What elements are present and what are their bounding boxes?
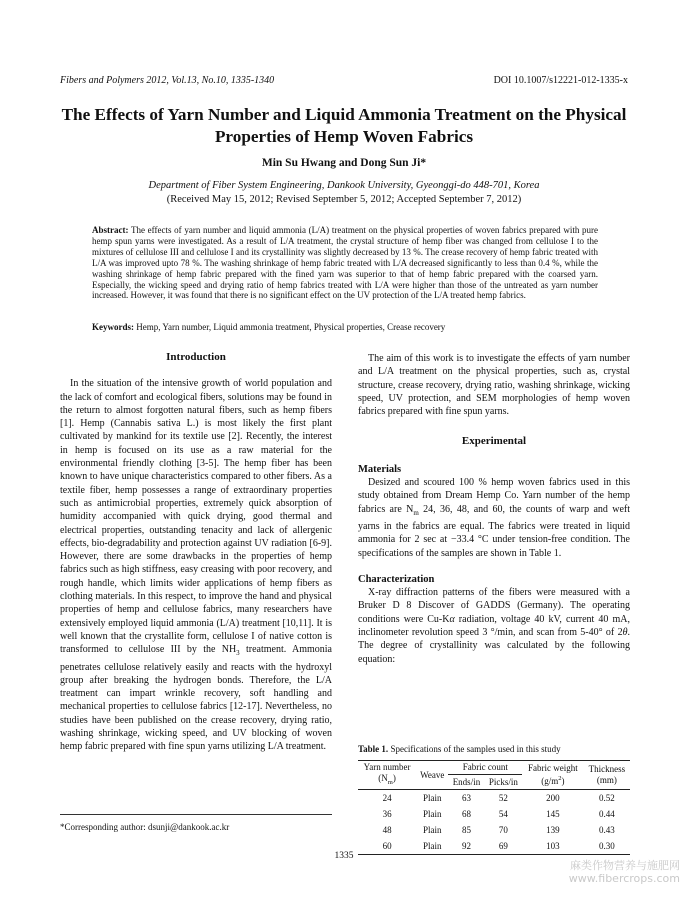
abstract-label: Abstract:	[92, 225, 129, 235]
cell-weave: Plain	[416, 838, 448, 855]
cell-yarn: 24	[382, 792, 392, 803]
cell-yarn: 36	[382, 808, 392, 819]
cell-thickness: 0.44	[598, 808, 615, 819]
cell-weave: Plain	[423, 792, 442, 803]
cell-ends: 92	[448, 838, 484, 855]
cell-weave: Plain	[423, 824, 442, 835]
left-column	[60, 351, 332, 754]
cell-picks: 70	[498, 824, 508, 835]
materials-paragraph: Desized and scoured 100 % hemp woven fabrics used in this study obtained from Dream Hemp Co. Yarn number of the hemp fabrics are $N_m$ 24, 36, 48, and 60, the counts of warp and weft yarns in the fabrics are equal. The fabrics were treated in liquid ammonia for 2 sec at −33.4 °C under tension-free condition. The specifications of the samples are shown in Table 1.	[358, 477, 631, 559]
doi: DOI 10.1007/s12221-012-1335-x	[493, 75, 628, 86]
cell-weight: 200	[546, 792, 560, 803]
abstract	[92, 225, 598, 301]
received-dates: (Received May 15, 2012; Revised September 5, 2012; Accepted September 7, 2012)	[166, 194, 522, 205]
table-caption: Table 1. Specifications of the samples used in this study	[358, 744, 561, 754]
cell-picks: 52	[498, 792, 508, 803]
cell-ends: 63	[461, 792, 471, 803]
cell-yarn: 48	[382, 824, 392, 835]
table-row	[358, 806, 630, 822]
col-fabric-count: Fabric count	[448, 761, 522, 775]
watermark-line-1: 麻类作物营养与施肥网	[570, 859, 680, 872]
specifications-table	[358, 760, 630, 855]
footnote-divider	[60, 814, 332, 815]
page-number: 1335	[334, 851, 354, 861]
affiliation-block	[0, 179, 688, 207]
col-weave: Weave	[416, 761, 448, 790]
authors: Min Su Hwang and Dong Sun Ji*	[261, 157, 427, 169]
table-row	[358, 789, 630, 806]
cell-picks: 54	[498, 808, 508, 819]
cell-ends: 68	[461, 808, 471, 819]
keywords-text: Hemp, Yarn number, Liquid ammonia treatment, Physical properties, Crease recovery	[136, 322, 446, 332]
col-fabric-weight: Fabric weight $(g/m^2)$	[522, 761, 583, 790]
col-thickness: Thickness (mm)	[584, 761, 630, 790]
cell-thickness: 0.43	[598, 824, 615, 835]
journal-citation: Fibers and Polymers 2012, Vol.13, No.10, 1335-1340	[60, 75, 275, 86]
affiliation: Department of Fiber System Engineering, Dankook University, Gyeonggi-do 448-701, Korea	[148, 180, 540, 191]
keywords-label: Keywords:	[92, 322, 134, 332]
cell-thickness: 0.30	[584, 838, 630, 855]
col-yarn-number: Yarn number $(N_m)$	[358, 761, 416, 790]
watermark	[569, 859, 680, 885]
materials-heading: Materials	[358, 463, 402, 475]
characterization-paragraph: X-ray diffraction patterns of the fibers were measured with a Bruker D 8 Discover of GADDS (Germany). The operating conditions were Cu-Kα radiation, voltage 40 kV, current 40 mA, inclinometer revolution speed 3 °/min, and scan from 5-40° of 2θ. The degree of crystallinity was calculated by the following equation:	[358, 587, 630, 665]
abstract-text: The effects of yarn number and liquid ammonia (L/A) treatment on the physical properties of woven fabrics prepared with pure hemp spun yarns were investigated. As a result of L/A treatment, the crystal structure of hemp fiber was changed from cellulose I to the mixtures of cellulose III and cellulose I and its crystallinity was slightly decreased by 13 %. The crease recovery of hemp fabric treated with L/A was improved upto 78 %. The washing shrinkage of hemp fabric treated with L/A decreased significantly to less than 0.4 %, while the washing shrinkage of hemp fabric prepared with the fined yarn was superior to that of hemp fabric prepared with the coarsed yarn. Especially, the wicking speed and drying ratio of hemp fabrics treated with L/A were higher than those of the untreated as yarn number increased. However, it was found that there is no significant effect on the UV protection of the L/A treated hemp fabrics.	[92, 225, 598, 301]
corresponding-author-footnote: *Corresponding author: dsunji@dankook.ac.kr	[60, 822, 230, 832]
right-column	[358, 352, 630, 666]
cell-weight: 139	[546, 824, 560, 835]
cell-ends: 85	[461, 824, 471, 835]
cell-yarn: 60	[358, 838, 416, 855]
characterization-heading: Characterization	[358, 573, 435, 585]
table-header-row	[358, 761, 630, 775]
intro-paragraph: In the situation of the intensive growth of world population and the lack of comfort and ecological fibers, solutions may be found in the return to almost forgotten natural fibers, such as hemp fibers [1]. Hemp (Cannabis sativa L.) is most likely the first plant cultivated by mankind for its textile use [2]. Recently, the interest in hemp is focused on its use as a raw material for the environmental friendly clothing [3-5]. The hemp fiber has been known to have unique characteristics compared to other fibers. As a textile fiber, hemp possesses a range of extraordinary properties such as antimicrobial properties, extremely quick absorption of humidity accompanied with quick drying, good thermal and electrical properties, outstanding tenacity and lack of allergenic effects, bio-degradability and protection against UV radiation [6-9]. However, there are some drawbacks in the properties of hemp fabrics such as high stiffness, easy creasing with poor recovery, and rough handle, which limits wider applications of hemp fibers as clothing materials. In this respect, to improve the hand and physical properties of hemp and cellulose fabrics, many researchers have extensively employed liquid ammonia (L/A) treatment [10,11]. It is well known that the crystallite form, cellulose I of native cotton is transformed to cellulose III by the $NH_3$ treatment. Ammonia penetrates cellulose relatively easily and reacts with the hydroxyl group after breaking the hydrogen bonds. Therefore, the L/A treatment can impart wrinkle recovery, soft handling and mechanical properties to cellulose fabrics [12-17]. Nevertheless, no studies have been published on the crease recovery, drying ratio, washing shrinkage, wicking speed, and UV blocking of woven hemp fabric prepared with fine spun yarns utilizing L/A treatment.	[60, 378, 332, 753]
paper-title: The Effects of Yarn Number and Liquid Ammonia Treatment on the Physical Properties of Hemp Woven Fabrics	[61, 105, 627, 146]
introduction-heading: Introduction	[166, 351, 226, 363]
cell-weight: 145	[546, 808, 560, 819]
col-picks: Picks/in	[484, 775, 522, 789]
experimental-heading: Experimental	[461, 435, 527, 448]
watermark-line-2: www.fibercrops.com	[568, 872, 680, 885]
keywords	[92, 322, 598, 332]
cell-weight: 103	[522, 838, 583, 855]
table-row	[358, 822, 630, 838]
cell-thickness: 0.52	[598, 792, 615, 803]
cell-picks: 69	[484, 838, 522, 855]
col-ends: Ends/in	[448, 775, 484, 789]
cell-weave: Plain	[423, 808, 442, 819]
aim-paragraph: The aim of this work is to investigate the effects of yarn number and L/A treatment on the physical properties, such as, crystal structure, crease recovery, drying ratio, washing shrinkage, wicking speed, UV protection, and SEM morphologies of hemp woven fabrics prepared with fine spun yarns.	[358, 353, 630, 418]
